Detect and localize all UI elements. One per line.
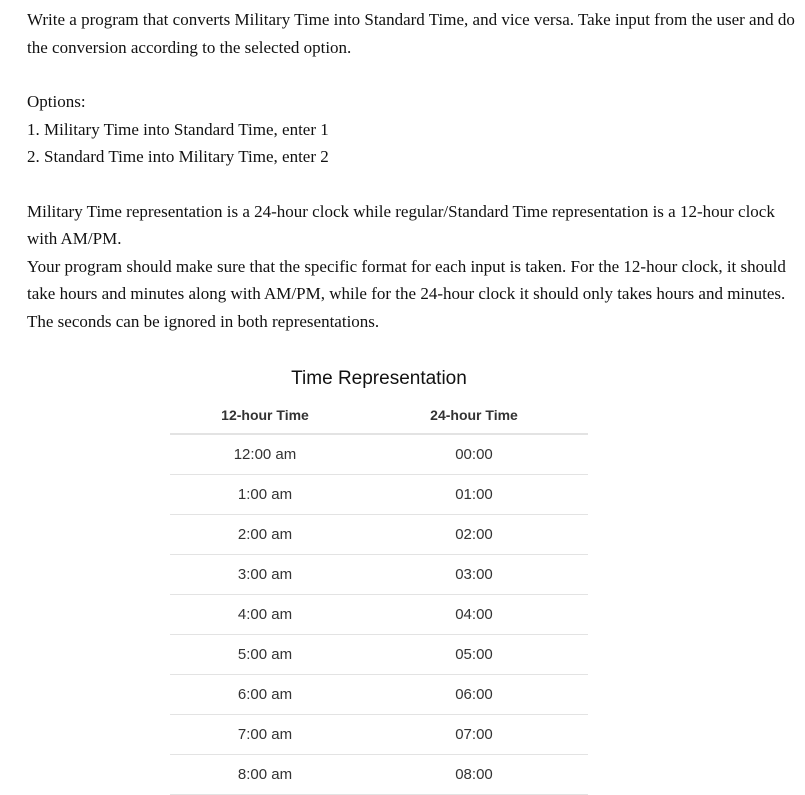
table-row <box>170 715 588 755</box>
header-24-hour: 24-hour Time <box>360 398 588 434</box>
table-row <box>170 434 588 475</box>
header-12-hour: 12-hour Time <box>170 398 360 434</box>
cell-24-hour: 07:00 <box>360 715 588 755</box>
options-heading: Options: <box>27 92 86 111</box>
intro-paragraph: Write a program that converts Military Time into Standard Time, and vice versa. Take input from the user and do the conversion according to the selected option. <box>27 10 795 57</box>
option-item-1: 1. Military Time into Standard Time, enter 1 <box>27 119 329 139</box>
cell-12-hour: 3:00 am <box>170 555 360 595</box>
cell-24-hour: 00:00 <box>360 434 588 475</box>
description-paragraph-1: Military Time representation is a 24-hour clock while regular/Standard Time representation is a 12-hour clock with AM/PM. <box>27 201 775 248</box>
table-row <box>170 635 588 675</box>
time-representation-table <box>170 398 588 795</box>
cell-12-hour: 12:00 am <box>170 434 360 475</box>
description-paragraph-2: Your program should make sure that the specific format for each input is taken. For the 12-hour clock, it should take hours and minutes along with AM/PM, while for the 24-hour clock it should only takes hours and minutes. The seconds can be ignored in both representations. <box>27 256 786 331</box>
cell-24-hour: 06:00 <box>360 675 588 715</box>
cell-24-hour: 02:00 <box>360 515 588 555</box>
cell-12-hour: 2:00 am <box>170 515 360 555</box>
table-row <box>170 475 588 515</box>
table-header-row <box>170 398 588 434</box>
cell-12-hour: 4:00 am <box>170 595 360 635</box>
cell-12-hour: 8:00 am <box>170 755 360 795</box>
table-caption: Time Representation <box>291 368 467 389</box>
table-row <box>170 755 588 795</box>
table-row <box>170 675 588 715</box>
table-row <box>170 555 588 595</box>
option-item-2: 2. Standard Time into Military Time, enter 2 <box>27 147 329 166</box>
cell-24-hour: 01:00 <box>360 475 588 515</box>
cell-24-hour: 03:00 <box>360 555 588 595</box>
cell-12-hour: 7:00 am <box>170 715 360 755</box>
time-table-container <box>170 364 588 795</box>
cell-12-hour: 6:00 am <box>170 675 360 715</box>
cell-24-hour: 04:00 <box>360 595 588 635</box>
cell-24-hour: 08:00 <box>360 755 588 795</box>
table-row <box>170 515 588 555</box>
cell-24-hour: 05:00 <box>360 635 588 675</box>
table-row <box>170 595 588 635</box>
cell-12-hour: 5:00 am <box>170 635 360 675</box>
cell-12-hour: 1:00 am <box>170 475 360 515</box>
document-body <box>27 6 797 335</box>
